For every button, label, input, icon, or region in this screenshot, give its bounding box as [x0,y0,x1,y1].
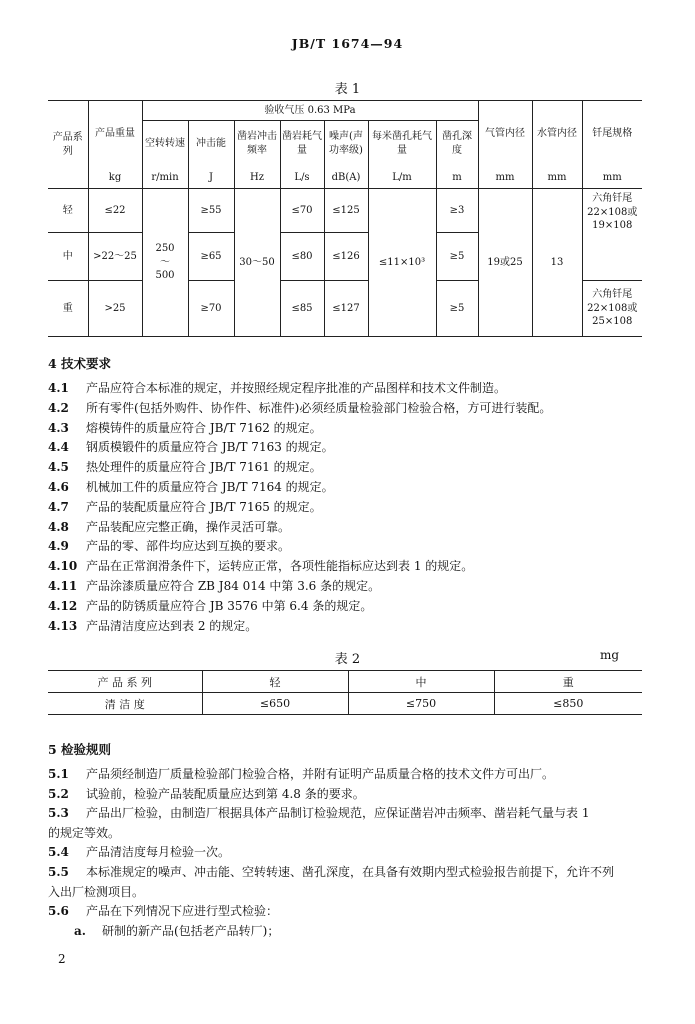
cell-weight: ≤22 [88,189,142,233]
cell-weight: >25 [88,281,142,337]
item-number: 4.4 [48,440,69,455]
list-item [48,499,551,519]
table2-unit: mg [600,648,620,662]
cell-speed [142,189,188,337]
cell-air: ≤85 [280,281,324,337]
item-text: 试验前，检验产品装配质量应达到第 4.8 条的要求。 [86,786,365,801]
table-row [48,693,642,715]
section5-title: 5 检验规则 [48,742,112,757]
item-number: 4.13 [48,618,78,633]
list-item-continued [48,884,614,904]
item-number: 5.3 [48,806,69,821]
th-series: 产 品 系 列 [48,671,202,693]
cell-depth: ≥3 [436,189,478,233]
list-item [48,400,551,420]
cell-hose: 19或25 [478,189,532,337]
cell-light: ≤650 [202,693,348,715]
item-text: 产品在正常润滑条件下，运转应正常，各项性能指标应达到表 1 的规定。 [86,559,474,574]
th-air: 凿岩耗气量 [280,121,324,167]
cell-label: 清 洁 度 [48,693,202,715]
shank1-line2: 22×108或 [587,206,638,218]
cell-water: 13 [532,189,582,337]
item-number: 4.6 [48,479,69,494]
item-text: 产品在下列情况下应进行型式检验： [86,904,279,919]
unit-per-meter: L/m [368,167,436,189]
speed-top: 250 [155,243,175,255]
list-item [48,598,551,618]
item-number: 4.7 [48,499,69,514]
cell-energy: ≥55 [188,189,234,233]
th-speed: 空转转速 [142,121,188,167]
shank2-line2: 22×108或 [587,302,638,314]
item-number: 5.1 [48,767,69,781]
item-text: 所有零件(包括外购件、协作件、标准件)必须经质量检验部门检验合格，方可进行装配。 [86,400,552,415]
item-text: 产品应符合本标准的规定，并按照经规定程序批准的产品图样和技术文件制造。 [86,381,507,395]
cell-air: ≤80 [280,233,324,281]
th-hose: 气管内径 [478,101,532,167]
unit-hose: mm [478,167,532,189]
item-text: 钢质模锻件的质量应符合 JB/T 7163 的规定。 [86,440,334,455]
item-number: 4.3 [48,420,69,435]
cell-energy: ≥70 [188,281,234,337]
cell-heavy: ≤850 [494,693,642,715]
cell-depth: ≥5 [436,281,478,337]
page-number: 2 [58,952,66,966]
section4-title: 4 技术要求 [48,356,112,371]
item-text: 熔模铸件的质量应符合 JB/T 7162 的规定。 [86,420,322,435]
section4-list [48,380,551,637]
list-item [48,923,614,943]
item-number: 4.8 [48,519,69,534]
list-item [48,519,551,539]
item-number: 4.1 [48,381,69,395]
shank2-line3: 25×108 [592,316,633,328]
item-text: 产品的装配质量应符合 JB/T 7165 的规定。 [86,499,322,514]
item-text: 研制的新产品(包括老产品转厂)； [102,923,280,938]
shank1-line3: 19×108 [592,220,633,231]
list-item [48,844,614,864]
item-text: 机械加工件的质量应符合 JB/T 7164 的规定。 [86,479,334,494]
cell-series: 中 [48,233,88,281]
shank2-line1: 六角钎尾 [592,289,633,301]
list-item [48,766,614,786]
item-text: 产品清洁度应达到表 2 的规定。 [86,618,258,633]
item-text: 产品须经制造厂质量检验部门检验合格，并附有证明产品质量合格的技术文件方可出厂。 [86,767,555,781]
th-group-pressure: 验收气压 0.63 MPa [142,101,478,121]
unit-air: L/s [280,167,324,189]
item-text: 产品的防锈质量应符合 JB 3576 中第 6.4 条的规定。 [86,598,373,613]
cell-per-meter: ≤11×10³ [368,189,436,337]
cell-depth: ≥5 [436,233,478,281]
item-text: 入出厂检测项目。 [48,884,145,899]
th-medium: 中 [348,671,494,693]
item-text: 热处理件的质量应符合 JB/T 7161 的规定。 [86,460,322,475]
unit-shank: mm [582,167,642,189]
list-item [48,538,551,558]
cell-medium: ≤750 [348,693,494,715]
item-number: 5.4 [48,845,69,860]
cell-noise: ≤126 [324,233,368,281]
item-number: 4.9 [48,539,69,554]
item-text: 产品的零、部件均应达到互换的要求。 [86,539,291,554]
list-item [48,903,614,923]
unit-weight: kg [88,167,142,189]
list-item [48,558,551,578]
th-depth: 凿孔深度 [436,121,478,167]
cell-noise: ≤127 [324,281,368,337]
item-number: 4.11 [48,578,78,593]
item-text: 产品出厂检验，由制造厂根据具体产品制订检验规范，应保证凿岩冲击频率、凿岩耗气量与表 1 [86,806,590,821]
unit-water: mm [532,167,582,189]
table-2 [48,670,642,715]
cell-shank-1 [582,189,642,281]
unit-frequency: Hz [234,167,280,189]
cell-frequency: 30～50 [234,189,280,337]
cell-air: ≤70 [280,189,324,233]
th-frequency: 凿岩冲击频率 [234,121,280,167]
th-heavy: 重 [494,671,642,693]
item-text: 产品清洁度每月检验一次。 [86,845,231,860]
unit-depth: m [436,167,478,189]
cell-shank-2 [582,281,642,337]
th-weight: 产品重量 [88,101,142,167]
cell-weight: >22～25 [88,233,142,281]
list-item [48,439,551,459]
section5-list [48,766,614,942]
list-item [48,864,614,884]
item-number: 5.6 [48,904,69,919]
list-item [48,479,551,499]
item-text: 产品装配应完整正确，操作灵活可靠。 [86,519,291,534]
table-row [48,189,642,233]
th-shank: 钎尾规格 [582,101,642,167]
table2-caption: 表 2 [334,652,361,667]
item-number: 4.5 [48,460,69,475]
table-row [48,671,642,693]
item-number: 4.2 [48,400,69,415]
item-text: 的规定等效。 [48,825,121,840]
item-text: 本标准规定的噪声、冲击能、空转转速、凿孔深度，在具备有效期内型式检验报告前提下，允许不列 [86,864,615,879]
shank1-line1: 六角钎尾 [592,193,633,204]
item-number: 4.12 [48,598,78,613]
speed-bot: 500 [155,270,175,282]
th-series: 产品系列 [48,101,88,189]
item-number: 5.2 [48,786,69,801]
list-item [48,578,551,598]
th-per-meter: 每米凿孔耗气量 [368,121,436,167]
list-item-continued [48,825,614,845]
list-item [48,805,614,825]
item-number: 5.5 [48,864,69,879]
list-item [48,380,551,400]
th-light: 轻 [202,671,348,693]
unit-speed: r/min [142,167,188,189]
list-item [48,420,551,440]
list-item [48,786,614,806]
item-number: 4.10 [48,559,78,574]
list-item [48,459,551,479]
table-1 [48,100,642,337]
cell-energy: ≥65 [188,233,234,281]
cell-series: 轻 [48,189,88,233]
th-energy: 冲击能 [188,121,234,167]
standard-header: JB/T 1674—94 [291,36,404,51]
unit-energy: J [188,167,234,189]
th-noise: 噪声(声功率级) [324,121,368,167]
cell-noise: ≤125 [324,189,368,233]
list-item [48,618,551,638]
table1-caption: 表 1 [334,82,361,97]
th-water: 水管内径 [532,101,582,167]
cell-series: 重 [48,281,88,337]
item-text: 产品涂漆质量应符合 ZB J84 014 中第 3.6 条的规定。 [86,578,381,593]
speed-mid: ～ [160,256,170,268]
unit-noise: dB(A) [324,167,368,189]
item-number: a. [74,923,86,938]
